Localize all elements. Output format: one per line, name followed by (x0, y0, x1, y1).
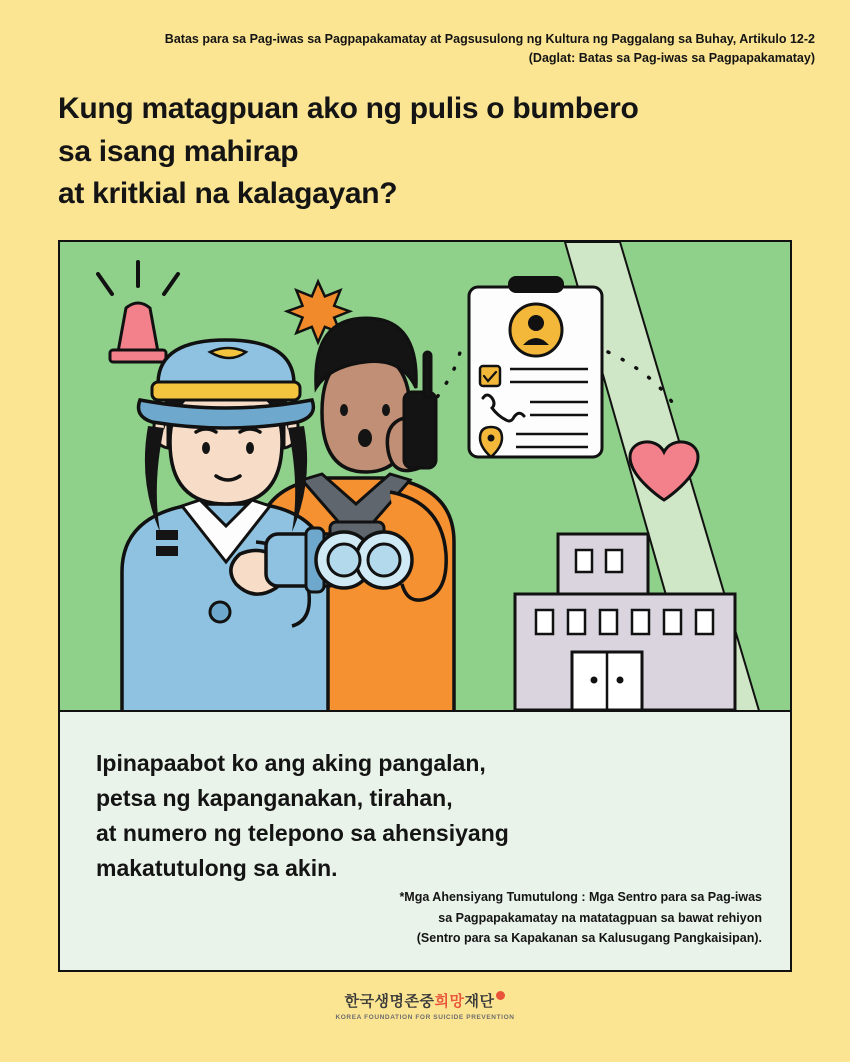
headline-line3: at kritkial na kalagayan? (58, 177, 398, 211)
footnote-line1: *Mga Ahensiyang Tumutulong : Mga Sentro para sa Pag-iwas (399, 890, 762, 905)
statement-line1: Ipinapaabot ko ang aking pangalan, (96, 750, 486, 776)
footnote-line2: sa Pagpapakamatay na matatagpuan sa bawat rehiyon (438, 910, 762, 925)
statement-line2: petsa ng kapanganakan, tirahan, (96, 784, 453, 811)
footer-logo (0, 990, 850, 1021)
logo-kr-highlight: 희망 (434, 993, 465, 1010)
logo-dot-icon (496, 991, 505, 1000)
statement-panel (58, 712, 792, 972)
headline-line1: Kung matagpuan ako ng pulis o bumbero (58, 92, 639, 125)
scene-illustration (60, 242, 792, 712)
statement-line4: makatutulong sa akin. (96, 854, 338, 881)
law-reference-line2: (Daglat: Batas sa Pag-iwas sa Pagpapakamatay) (528, 51, 815, 66)
illustration-panel (58, 240, 792, 712)
law-reference-line1: Batas para sa Pag-iwas sa Pagpapakamatay at Pagsusulong ng Kultura ng Paggalang sa Buhay, Artikulo 12-2 (164, 32, 815, 46)
statement-footnote (202, 887, 762, 948)
logo-english-text: KOREA FOUNDATION FOR SUICIDE PREVENTION (335, 1014, 515, 1021)
logo-korean-text (0, 990, 850, 1011)
headline-line2: sa isang mahirap (58, 134, 299, 168)
law-reference (75, 30, 815, 69)
footnote-line3: (Sentro para sa Kapakanan sa Kalusugang Pangkaisipan). (416, 930, 762, 945)
statement-line3: at numero ng telepono sa ahensiyang (96, 819, 509, 846)
page-title (58, 88, 818, 216)
clipboard-id-card (469, 276, 602, 457)
logo-kr-part1: 한국생명존중 (344, 993, 435, 1010)
statement-text (96, 746, 754, 886)
logo-kr-part2: 재단 (464, 993, 495, 1010)
